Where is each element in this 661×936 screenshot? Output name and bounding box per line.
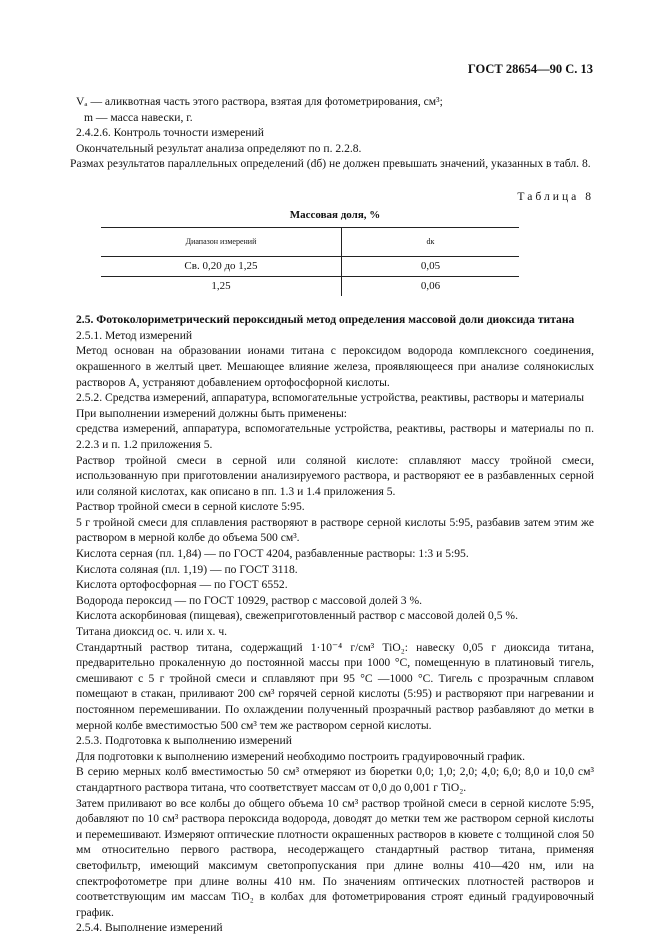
- paragraph: Кислота аскорбиновая (пищевая), свежеприготовленный раствор с массовой долей 0,5 %.: [76, 609, 518, 623]
- paragraph: Стандартный раствор титана, содержащий 1·10⁻⁴ г/см³ TiO₂: навеску 0,05 г диоксида титана, предварительно прокаленную до постоянной массы при 1000 °С, помещенную в платиновый тигель, смешивают с 5 г тройной смеси и сплавляют при 95 °С —1000 °С. Тигель с прозрачным сплавом помещают в стакан, приливают 200 см³ горячей серной кислоты (5:95) и растворяют при нагревании и постоянном перемешивании. По охлаждении полученный прозрачный раствор разбавляют до метки в мерной колбе вместимостью 500 см³ тем же раствором серной кислоты.: [76, 640, 594, 732]
- paragraph: При выполнении измерений должны быть применены:: [76, 406, 348, 420]
- table-8: [101, 227, 519, 296]
- paragraph: Водорода пероксид — по ГОСТ 10929, раствор с массовой долей 3 %.: [76, 593, 423, 607]
- subsection-2-4-2-6: 2.4.2.6. Контроль точности измерений: [76, 126, 264, 140]
- table-cell: Св. 0,20 до 1,25: [101, 257, 342, 277]
- paragraph: 5 г тройной смеси для сплавления растворяют в растворе серной кислоты 5:95, разбавив затем этим же раствором в мерной колбе до объема 500 см³.: [76, 515, 594, 545]
- table-row: [101, 257, 519, 277]
- page-header: ГОСТ 28654—90 С. 13: [467, 62, 593, 76]
- paragraph: Затем приливают во все колбы до общего объема 10 см³ раствор тройной смеси в серной кислоте 5:95, добавляют по 10 см³ раствора пероксида водорода, доводят до метки тем же раствором серной кислоты и перемешивают. Измеряют оптические плотности окрашенных растворов в кювете с толщиной слоя 50 мм относительно первого раствора, несодержащего стандартный раствор титана, применяя светофильтр, имеющий максимум светопропускания при длине волны 410—420 нм, или на спектрофотометре при длине волны 410 нм. По значениям оптических плотностей растворов и соответствующим им массам TiO₂ в колбах для фотометрирования строят единый градуировочный график.: [76, 796, 594, 919]
- paragraph: Размах результатов параллельных определений (dб) не должен превышать значений, указанных в табл. 8.: [70, 157, 591, 171]
- page-content: [70, 94, 594, 936]
- paragraph: Титана диоксид ос. ч. или х. ч.: [76, 625, 228, 639]
- paragraph: В серию мерных колб вместимостью 50 см³ отмеряют из бюретки 0,0; 1,0; 2,0; 4,0; 6,0; 8,0 и 10,0 см³ стандартного раствора титана, что соответствует массам от 0,0 до 0,001 г TiO₂.: [76, 765, 594, 794]
- paragraph: Метод основан на образовании ионами титана с пероксидом водорода комплексного соединения, окрашенного в желтый цвет. Мешающее влияние железа, проявляющееся при анализе солянокислых растворов А, устраняют добавлением ортофосфорной кислоты.: [76, 344, 594, 389]
- table-cell: 0,06: [420, 279, 441, 292]
- table-caption: Таблица 8: [517, 189, 594, 203]
- paragraph: Кислота ортофосфорная — по ГОСТ 6552.: [76, 578, 288, 592]
- paragraph: средства измерений, аппаратура, вспомогательные устройства, реактивы, растворы и материалы по п. 2.2.3 и п. 1.2 приложения 5.: [76, 422, 594, 451]
- table-title: Массовая доля, %: [289, 208, 381, 221]
- table-cell: 0,05: [342, 257, 520, 277]
- m-definition: m — масса навески, г.: [84, 110, 193, 124]
- paragraph: Кислота серная (пл. 1,84) — по ГОСТ 4204, разбавленные растворы: 1:3 и 5:95.: [76, 547, 469, 561]
- table-cell: 1,25: [101, 277, 342, 297]
- subsection-2-5-1: 2.5.1. Метод измерений: [76, 328, 193, 342]
- subsection-2-5-3: 2.5.3. Подготовка к выполнению измерений: [76, 734, 292, 748]
- table-header-range: Диапазон измерений: [101, 228, 342, 257]
- table-header-dk: dк: [342, 228, 520, 257]
- paragraph: Для подготовки к выполнению измерений необходимо построить градуировочный график.: [76, 749, 526, 763]
- paragraph: Раствор тройной смеси в серной кислоте 5:95.: [76, 500, 305, 514]
- subsection-2-5-2: 2.5.2. Средства измерений, аппаратура, вспомогательные устройства, реактивы, растворы и материалы: [76, 391, 585, 405]
- paragraph: Кислота соляная (пл. 1,19) — по ГОСТ 3118.: [76, 562, 298, 576]
- va-definition: Vₐ — аликвотная часть этого раствора, взятая для фотометрирования, см³;: [76, 95, 443, 108]
- subsection-2-5-4: 2.5.4. Выполнение измерений: [76, 921, 223, 935]
- paragraph: Раствор тройной смеси в серной или соляной кислоте: сплавляют массу тройной смеси, использованную при приготовлении анализируемого раствора, и растворяют ее в разбавленных серной или соляной кислотах, как описано в пп. 1.3 и 1.4 приложения 5.: [76, 453, 594, 498]
- table-row: [101, 277, 519, 297]
- section-2-5-heading: 2.5. Фотоколориметрический пероксидный метод определения массовой доли диоксида титана: [76, 313, 575, 327]
- paragraph: Окончательный результат анализа определяют по п. 2.2.8.: [76, 141, 362, 155]
